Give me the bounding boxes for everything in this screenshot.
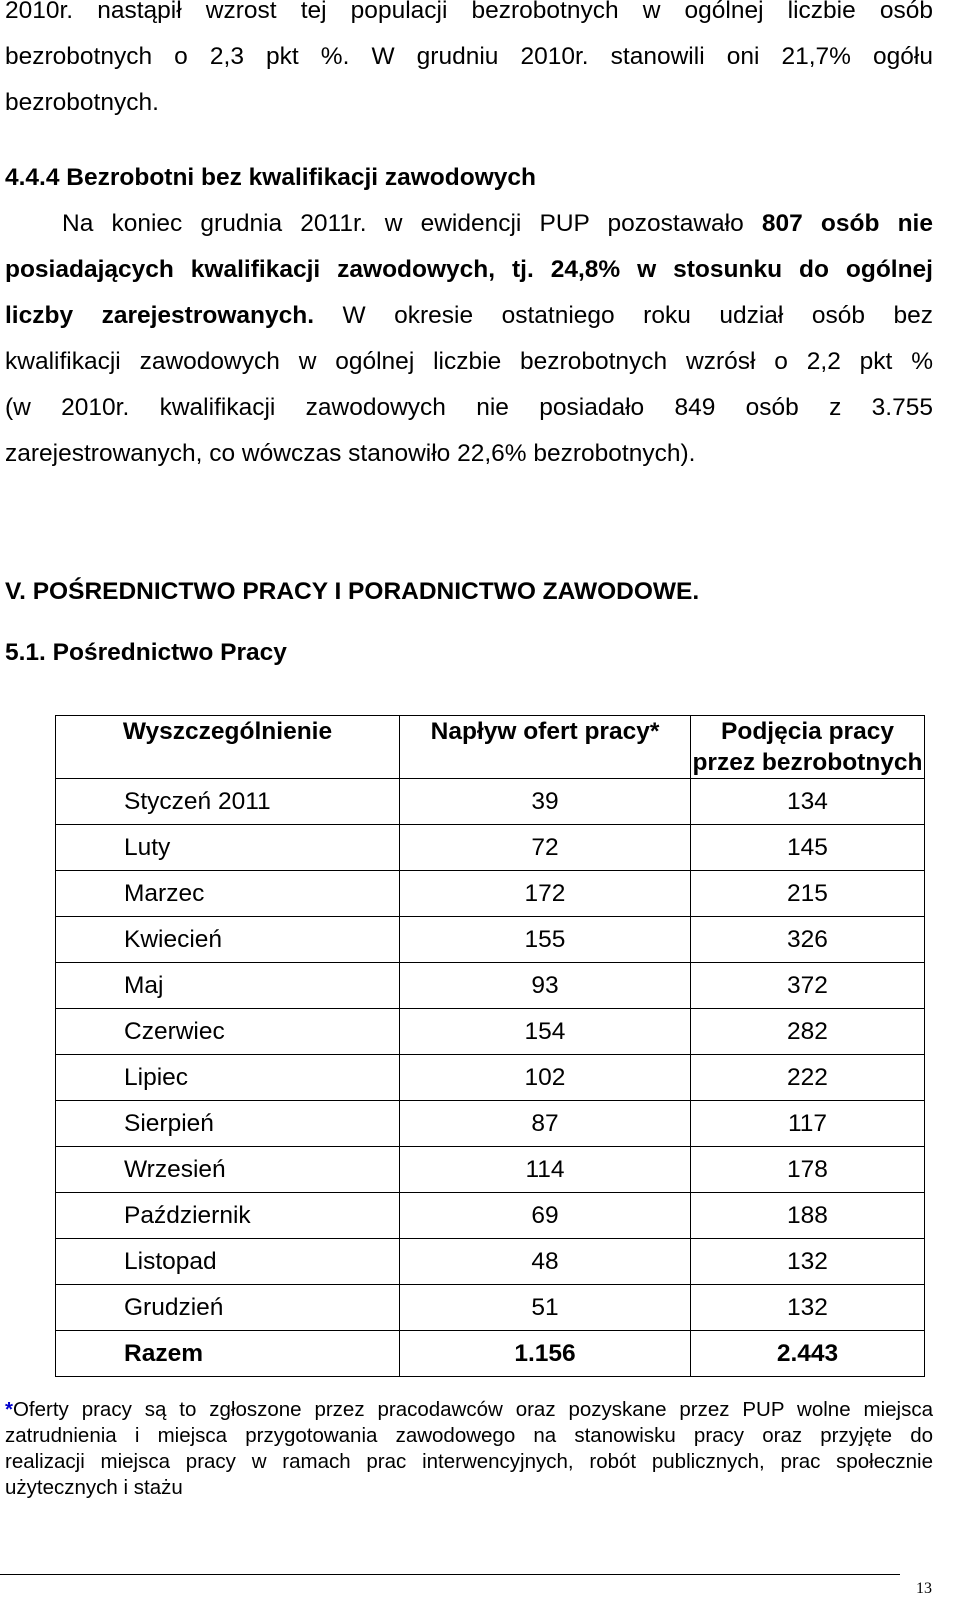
month-cell: Sierpień bbox=[56, 1101, 400, 1147]
offers-cell: 93 bbox=[400, 963, 691, 1009]
hires-cell: 282 bbox=[691, 1009, 925, 1055]
table-row bbox=[56, 1239, 925, 1285]
paragraph-line: Na koniec grudnia 2011r. w ewidencji PUP pozostawało 807 osób nie bbox=[62, 210, 933, 237]
month-cell: Listopad bbox=[56, 1239, 400, 1285]
section-subtitle: 5.1. Pośrednictwo Pracy bbox=[5, 639, 287, 666]
table-row bbox=[56, 963, 925, 1009]
hires-cell: 178 bbox=[691, 1147, 925, 1193]
table-row bbox=[56, 1101, 925, 1147]
table-row bbox=[56, 1193, 925, 1239]
footnote-line: realizacji miejsca pracy w ramach prac interwencyjnych, robót publicznych, prac społecznie bbox=[5, 1450, 933, 1473]
table-row bbox=[56, 1009, 925, 1055]
hires-cell: 145 bbox=[691, 825, 925, 871]
footnote-line: *Oferty pracy są to zgłoszone przez pracodawców oraz pozyskane przez PUP wolne miejsca bbox=[5, 1398, 933, 1421]
month-cell: Grudzień bbox=[56, 1285, 400, 1331]
offers-cell: 172 bbox=[400, 871, 691, 917]
table-row bbox=[56, 779, 925, 825]
column-header: Podjęcia pracy przez bezrobotnych bbox=[691, 716, 925, 779]
month-cell: Marzec bbox=[56, 871, 400, 917]
hires-cell: 132 bbox=[691, 1239, 925, 1285]
offers-cell: 87 bbox=[400, 1101, 691, 1147]
footnote-line: zatrudnienia i miejsca przygotowania zawodowego na stanowisku pracy oraz przyjęte do bbox=[5, 1424, 933, 1447]
month-cell: Luty bbox=[56, 825, 400, 871]
hires-cell: 326 bbox=[691, 917, 925, 963]
total-offers-cell: 1.156 bbox=[400, 1331, 691, 1377]
total-label-cell: Razem bbox=[56, 1331, 400, 1377]
month-cell: Maj bbox=[56, 963, 400, 1009]
section-heading: 4.4.4 Bezrobotni bez kwalifikacji zawodowych bbox=[5, 164, 536, 191]
hires-cell: 222 bbox=[691, 1055, 925, 1101]
chapter-title: V. POŚREDNICTWO PRACY I PORADNICTWO ZAWODOWE. bbox=[5, 578, 700, 605]
month-cell: Kwiecień bbox=[56, 917, 400, 963]
offers-cell: 155 bbox=[400, 917, 691, 963]
column-header: Wyszczególnienie bbox=[56, 716, 400, 779]
offers-cell: 69 bbox=[400, 1193, 691, 1239]
offers-cell: 154 bbox=[400, 1009, 691, 1055]
paragraph-line: 2010r. nastąpił wzrost tej populacji bezrobotnych w ogólnej liczbie osób bbox=[5, 0, 933, 24]
table-header-row bbox=[56, 716, 925, 779]
paragraph-line: kwalifikacji zawodowych w ogólnej liczbie bezrobotnych wzrósł o 2,2 pkt % bbox=[5, 348, 933, 375]
page-number: 13 bbox=[916, 1580, 932, 1597]
hires-cell: 188 bbox=[691, 1193, 925, 1239]
month-cell: Lipiec bbox=[56, 1055, 400, 1101]
hires-cell: 132 bbox=[691, 1285, 925, 1331]
hires-cell: 117 bbox=[691, 1101, 925, 1147]
table-row bbox=[56, 1147, 925, 1193]
month-cell: Wrzesień bbox=[56, 1147, 400, 1193]
footnote-marker: * bbox=[5, 1398, 13, 1421]
table-row bbox=[56, 917, 925, 963]
paragraph-line: posiadających kwalifikacji zawodowych, tj. 24,8% w stosunku do ogólnej bbox=[5, 256, 933, 283]
job-offers-table bbox=[55, 715, 925, 1377]
month-cell: Styczeń 2011 bbox=[56, 779, 400, 825]
offers-cell: 48 bbox=[400, 1239, 691, 1285]
footnote-line: użytecznych i stażu bbox=[5, 1476, 183, 1499]
table-row bbox=[56, 871, 925, 917]
paragraph-line: (w 2010r. kwalifikacji zawodowych nie posiadało 849 osób z 3.755 bbox=[5, 394, 933, 421]
table-row bbox=[56, 825, 925, 871]
month-cell: Czerwiec bbox=[56, 1009, 400, 1055]
table-row bbox=[56, 1055, 925, 1101]
table-row bbox=[56, 1285, 925, 1331]
offers-cell: 72 bbox=[400, 825, 691, 871]
offers-cell: 114 bbox=[400, 1147, 691, 1193]
hires-cell: 134 bbox=[691, 779, 925, 825]
paragraph-line: liczby zarejestrowanych. W okresie ostatniego roku udział osób bez bbox=[5, 302, 933, 329]
column-header: Napływ ofert pracy* bbox=[400, 716, 691, 779]
offers-cell: 51 bbox=[400, 1285, 691, 1331]
footer-divider bbox=[0, 1574, 900, 1575]
paragraph-line: zarejestrowanych, co wówczas stanowiło 22,6% bezrobotnych). bbox=[5, 440, 696, 467]
paragraph-line: bezrobotnych o 2,3 pkt %. W grudniu 2010r. stanowili oni 21,7% ogółu bbox=[5, 43, 933, 70]
month-cell: Październik bbox=[56, 1193, 400, 1239]
hires-cell: 372 bbox=[691, 963, 925, 1009]
offers-cell: 102 bbox=[400, 1055, 691, 1101]
table-total-row bbox=[56, 1331, 925, 1377]
paragraph-line: bezrobotnych. bbox=[5, 89, 159, 116]
hires-cell: 215 bbox=[691, 871, 925, 917]
total-hires-cell: 2.443 bbox=[691, 1331, 925, 1377]
offers-cell: 39 bbox=[400, 779, 691, 825]
